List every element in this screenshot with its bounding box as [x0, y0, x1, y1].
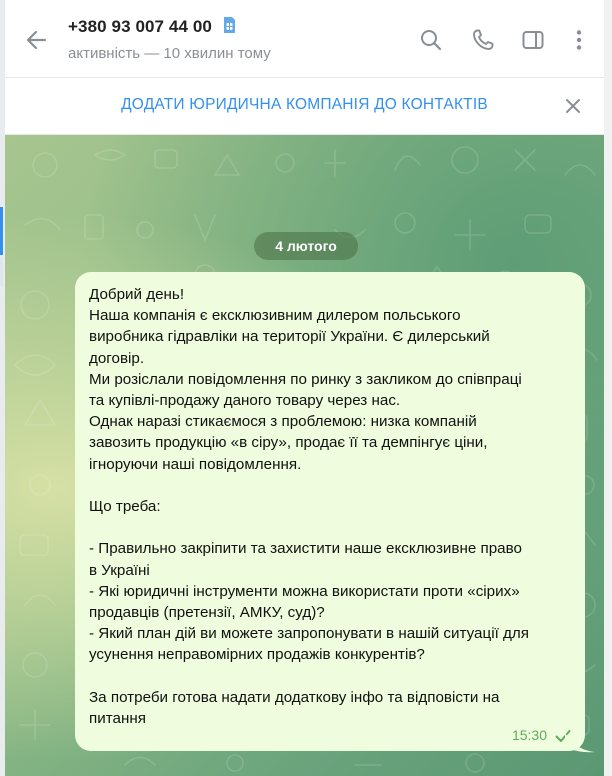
- chat-background: [5, 135, 604, 776]
- close-icon: [562, 95, 584, 117]
- chat-title[interactable]: [68, 16, 236, 39]
- message-text: [89, 284, 577, 729]
- message-line: За потреби готова надати додаткову інфо та відповісти на: [89, 688, 500, 706]
- message-line: договір.: [89, 349, 145, 367]
- message-line: в Україні: [89, 561, 150, 579]
- message-line: - Правильно закріпити та захистити наше ексклюзивне право: [89, 540, 522, 558]
- message-line: Наша компанія є ексклюзивним дилером польського: [89, 307, 461, 325]
- contact-phone: +380 93 007 44 00: [68, 17, 212, 36]
- message-line: - Які юридичні інструменти можна використати проти «сірих»: [89, 582, 520, 600]
- message-line: продавців (претензії, АМКУ, суд)?: [89, 604, 325, 622]
- message-blank-line: [89, 517, 577, 538]
- message-line: Добрий день!: [89, 286, 185, 303]
- message-time: 15:30: [511, 727, 547, 743]
- left-panel-accent: [0, 207, 3, 255]
- message-bubble[interactable]: [75, 272, 585, 751]
- message-meta: [512, 727, 571, 743]
- message-line: - Який план дій ви можете запропонувати в нашій ситуації для: [89, 625, 529, 643]
- message-line: ігноруючи наші повідомлення.: [89, 455, 302, 473]
- message-line: виробника гідравліки на території України. Є дилерський: [89, 328, 490, 346]
- side-panel-button[interactable]: [521, 28, 545, 52]
- message-line: усунення неправомірних продажів конкурентів?: [89, 646, 425, 664]
- search-icon: [419, 28, 443, 52]
- phone-icon: [471, 28, 495, 52]
- add-contact-bar: [5, 78, 604, 135]
- message-blank-line: [89, 475, 577, 496]
- message-line: Що треба:: [89, 498, 161, 516]
- sim-card-icon: [223, 16, 236, 39]
- back-button[interactable]: [23, 26, 51, 54]
- scrollbar-track[interactable]: [604, 0, 612, 776]
- chat-header: [5, 0, 604, 78]
- search-button[interactable]: [419, 28, 443, 52]
- more-vertical-icon: [567, 28, 591, 52]
- add-contact-close-button[interactable]: [562, 95, 584, 117]
- more-button[interactable]: [567, 28, 591, 52]
- message-line: Однак наразі стикаємося з проблемою: низка компаній: [89, 413, 477, 431]
- back-arrow-icon: [23, 26, 51, 54]
- message-line: питання: [89, 710, 146, 728]
- contact-status: активність — 10 хвилин тому: [68, 45, 271, 62]
- message-line: та купівлі-продажу даного товару через нас.: [89, 392, 401, 410]
- call-button[interactable]: [471, 28, 495, 52]
- side-panel-icon: [521, 28, 545, 52]
- message-line: Ми розіслали повідомлення по ринку з закликом до співпраці: [89, 370, 522, 388]
- bubble-tail: [565, 733, 595, 753]
- left-panel-accent-secondary: [0, 258, 3, 286]
- message-blank-line: [89, 666, 577, 687]
- message-line: завозить продукцію «в сіру», продає її та демпінгує ціни,: [89, 434, 488, 452]
- date-separator: 4 лютого: [254, 232, 358, 260]
- add-contact-link[interactable]: ДОДАТИ ЮРИДИЧНА КОМПАНІЯ ДО КОНТАКТІВ: [121, 96, 488, 113]
